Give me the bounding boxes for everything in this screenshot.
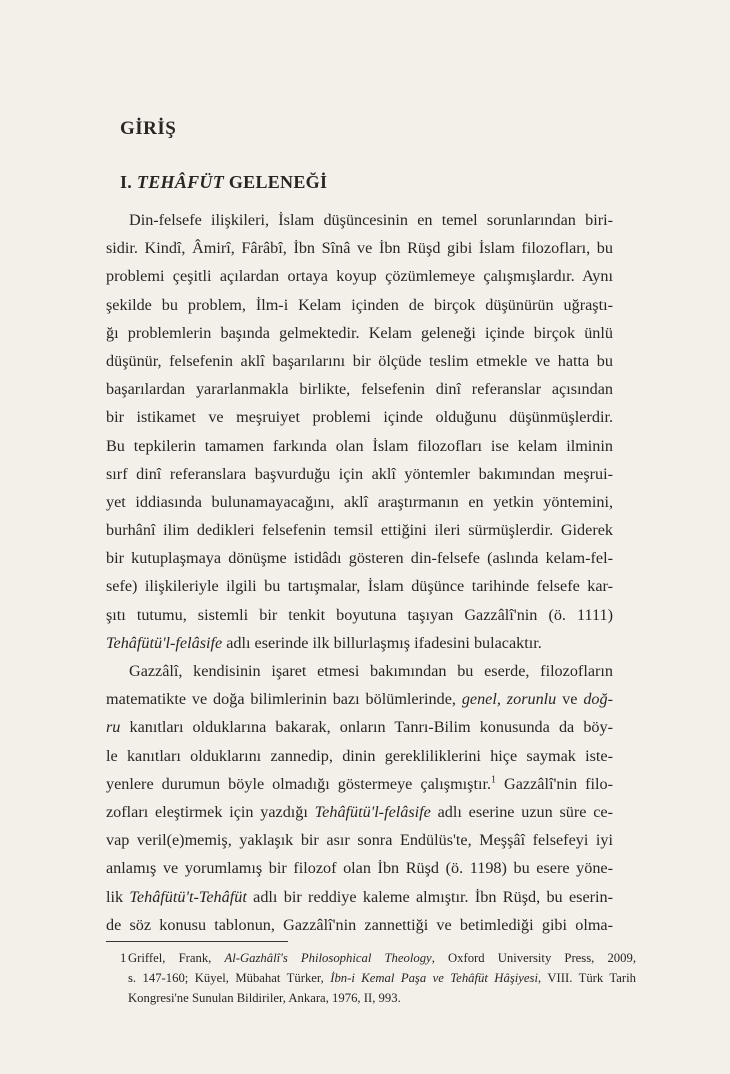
text-line: şıtı tutumu, sistemli bir tenkit boyutuna taşıyan Gazzâlî'nin (ö. 1111) — [106, 605, 613, 624]
text-line: le kanıtları olduklarını zannedip, dinin gerekliliklerini hiçe saymak iste- — [106, 746, 613, 765]
text-span: yenlere durumun böyle olmadığı göstermeye çalışmıştır. — [106, 774, 491, 793]
text-span: , Oxford University Press, 2009, — [431, 951, 636, 965]
chapter-heading: GİRİŞ — [120, 118, 177, 139]
text-span: zofları eleştirmek için yazdığı — [106, 802, 315, 821]
text-span: lik — [106, 887, 130, 906]
text-line: burhânî ilim dedikleri felsefenin temsil ettiğini ileri sürmüşlerdir. Giderek — [106, 521, 613, 540]
text-line — [106, 883, 613, 911]
book-title-italic: Al-Gazhâlî's Philosophical Theology — [224, 951, 432, 965]
text-line: sefe) ilişkileriyle ilgili bu tartışmalar, İslam düşünce tarihinde felsefe kar- — [106, 577, 613, 596]
text-line: de söz konusu tablonun, Gazzâlî'nin zannettiği ve betimlediği gibi olma- — [106, 915, 613, 934]
text-span: adlı eserine uzun süre ce- — [430, 802, 613, 821]
section-heading — [120, 172, 327, 193]
text-line: başarılardan yararlanmakla birlikte, felsefenin dinî referanslar açısından — [106, 380, 613, 399]
text-line — [106, 770, 613, 798]
footnote-text — [128, 948, 636, 1008]
footnote-marker: 1 — [491, 774, 496, 786]
text-span: Griffel, Frank, — [128, 951, 225, 965]
text-line: şekilde bu problem, İlm-i Kelam içinden de birçok düşünürün uğraştı- — [106, 295, 613, 314]
text-span: , VIII. Türk Tarih — [538, 971, 636, 985]
emphasis-italic: doğ- — [583, 690, 613, 709]
text-line: sırf dinî referanslara başvurduğu için aklî yöntemler bakımından meşrui- — [106, 464, 613, 483]
footnote-line — [128, 948, 636, 968]
text-line: vap veril(e)memiş, yaklaşık bir asır sonra Endülüs'te, Meşşâî felsefeyi iyi — [106, 831, 613, 850]
text-line: Din-felsefe ilişkileri, İslam düşüncesinin en temel sorunlarından biri- — [129, 211, 613, 229]
footnote-number: 1 — [120, 951, 127, 965]
emphasis-italic: genel, zorunlu — [461, 690, 557, 709]
text-line — [106, 798, 613, 826]
footnote — [106, 948, 636, 1008]
text-line: bir istikamet ve meşruiyet problemi içinde olduğunu düşünmüşlerdir. — [106, 408, 613, 427]
footnote-line: Kongresi'ne Sunulan Bildiriler, Ankara, 1976, II, 993. — [128, 991, 401, 1005]
footnote-divider — [106, 941, 288, 942]
emphasis-italic: ru — [106, 718, 121, 737]
text-span: adlı eserinde ilk billurlaşmış ifadesini bulacaktır. — [222, 633, 542, 652]
text-line: ğı problemlerin başında gelmektedir. Kelam geleneği içinde birçok ünlü — [106, 323, 613, 342]
text-line: Bu tepkilerin tamamen farkında olan İslam filozofları ise kelam ilminin — [106, 436, 613, 455]
text-span: ve — [556, 690, 584, 709]
text-line: sidir. Kindî, Âmirî, Fârâbî, İbn Sînâ ve İbn Rüşd gibi İslam filozofları, bu — [106, 239, 613, 258]
text-line: Gazzâlî, kendisinin işaret etmesi bakımından bu eserde, filozofların — [129, 662, 613, 680]
text-span: kanıtları olduklarına bakarak, onların Tanrı-Bilim konusunda da böy- — [120, 718, 613, 737]
text-span: adlı bir reddiye kaleme almıştır. İbn Rüşd, bu eserin- — [246, 887, 613, 906]
text-line: problemi çeşitli açılardan ortaya koyup çözümlemeye çalışmışlardır. Aynı — [106, 267, 613, 286]
text-span: Gazzâlî'nin filo- — [496, 774, 613, 793]
text-line — [106, 629, 613, 657]
text-line: bir kutuplaşmaya dönüşme istidâdı gösteren din-felsefe (aslında kelam-fel- — [106, 549, 613, 568]
text-line: düşünür, felsefenin aklî başarılarını bir ölçüde teslim etmekle ve hatta bu — [106, 351, 613, 370]
book-title-italic: Tehâfütü't-Tehâfüt — [129, 887, 247, 906]
book-title-italic: Tehâfütü'l-felâsife — [106, 633, 223, 652]
text-line: anlamış ve yorumlamış bir filozof olan İbn Rüşd (ö. 1198) bu esere yöne- — [106, 859, 613, 878]
footnote-line — [128, 968, 636, 988]
section-number: I. — [120, 172, 133, 192]
book-title-italic: İbn-i Kemal Paşa ve Tehâfüt Hâşiyesi — [330, 971, 539, 985]
section-title-rest: GELENEĞİ — [228, 172, 328, 192]
text-span: matematikte ve doğa bilimlerinin bazı bölümlerinde, — [106, 690, 462, 709]
text-span: s. 147-160; Küyel, Mübahat Türker, — [128, 971, 331, 985]
text-line — [106, 713, 613, 741]
text-line: yet iddiasında bulunamayacağını, aklî araştırmanın en yetkin yöntemini, — [106, 492, 613, 511]
section-title-italic: TEHÂFÜT — [136, 172, 225, 192]
book-title-italic: Tehâfütü'l-felâsife — [314, 802, 431, 821]
body-text — [106, 206, 613, 939]
text-line — [106, 685, 613, 713]
